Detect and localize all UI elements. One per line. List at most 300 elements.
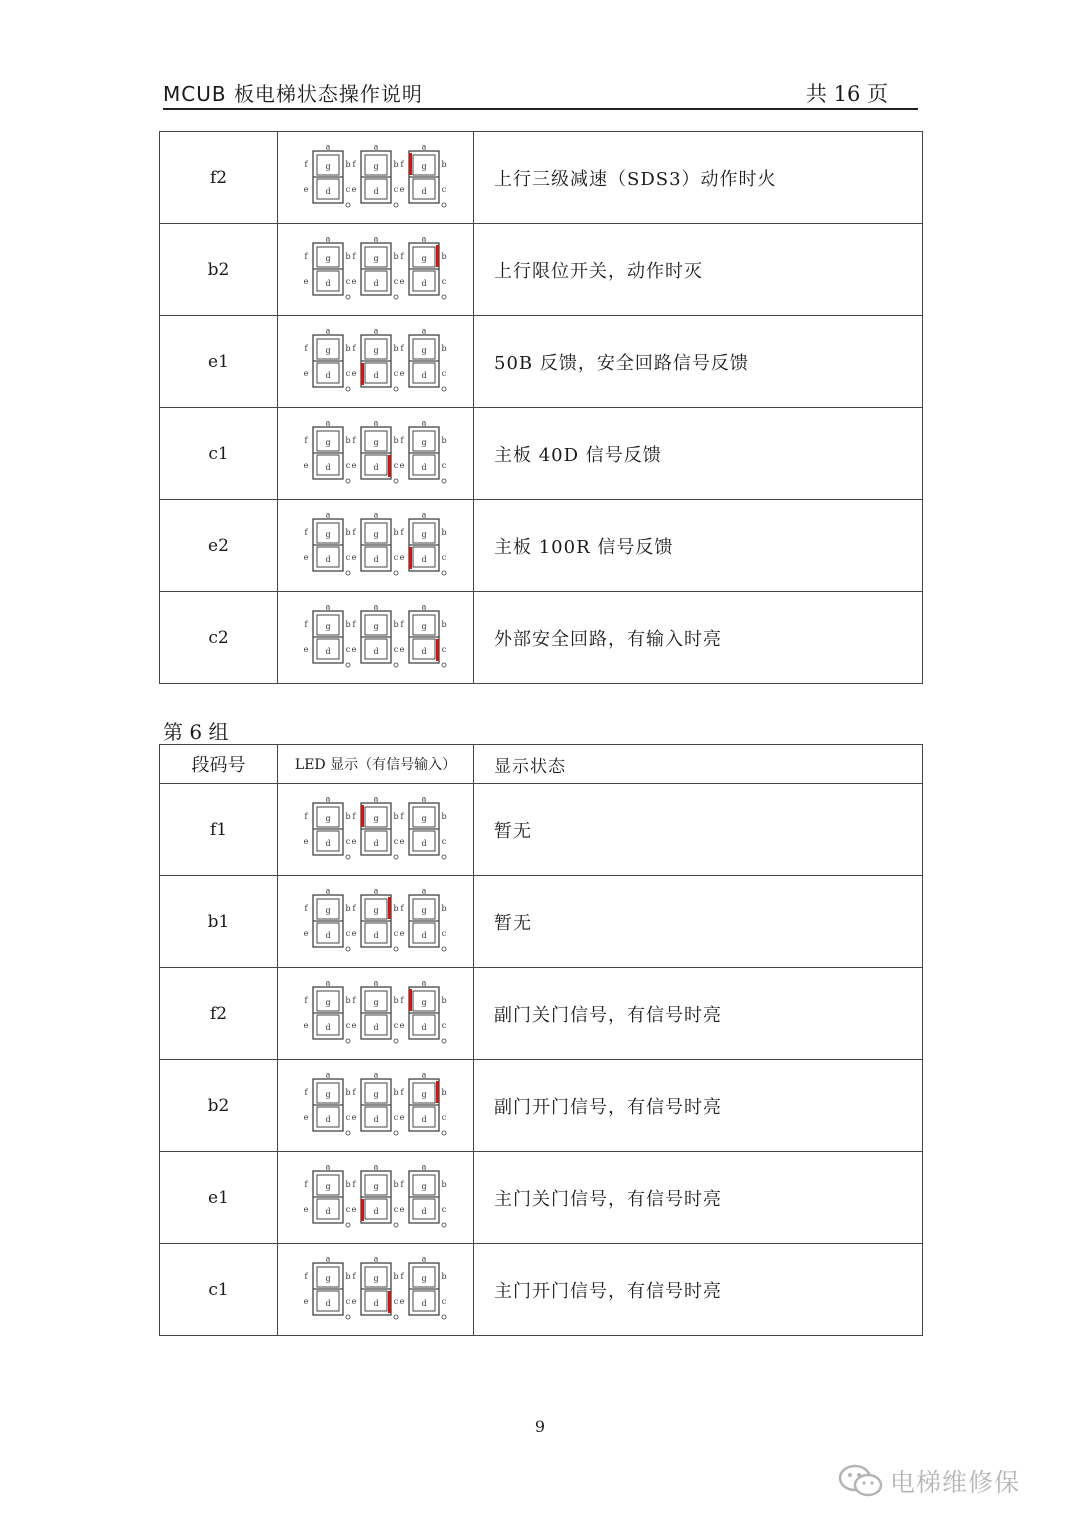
segment-label-a: a	[373, 1164, 378, 1171]
segment-code: c1	[160, 408, 278, 500]
segment-label-e: e	[303, 836, 308, 846]
segment-label-e: e	[351, 1296, 356, 1306]
table-row	[160, 876, 923, 968]
segment-label-b: b	[392, 435, 399, 445]
segment-label-d: d	[420, 1114, 427, 1124]
segment-label-b: b	[440, 343, 447, 353]
led-digit-1	[303, 889, 350, 951]
segment-label-f: f	[400, 527, 403, 537]
segment-label-f: f	[352, 619, 355, 629]
segment-label-d: d	[324, 370, 331, 380]
decimal-point	[442, 295, 446, 299]
segment-label-b: b	[440, 811, 447, 821]
segment-label-e: e	[351, 644, 356, 654]
led-digit-1	[303, 329, 350, 391]
state-description: 副门开门信号，有信号时亮	[474, 1060, 923, 1152]
led-display-cell	[278, 224, 474, 316]
decimal-point	[394, 1315, 398, 1319]
segment-label-a: a	[325, 1164, 330, 1171]
segment-label-a: a	[325, 328, 330, 335]
segment-code: b2	[160, 224, 278, 316]
segment-label-c: c	[393, 552, 398, 562]
decimal-point	[346, 387, 350, 391]
segment-label-f: f	[400, 1087, 403, 1097]
state-description: 上行限位开关，动作时灭	[474, 224, 923, 316]
led-digit-2	[351, 1257, 398, 1319]
led-display-cell	[278, 592, 474, 684]
watermark	[838, 1460, 1053, 1500]
decimal-point	[346, 479, 350, 483]
led-digit-3	[399, 329, 446, 391]
table-row	[160, 1244, 923, 1336]
segment-label-a: a	[373, 512, 378, 519]
segment-label-g: g	[420, 1181, 427, 1191]
decimal-point	[346, 947, 350, 951]
segment-label-f: f	[304, 619, 307, 629]
segment-label-e: e	[399, 460, 404, 470]
segment-label-d: d	[420, 186, 427, 196]
segment-label-g: g	[324, 161, 331, 171]
table-row	[160, 968, 923, 1060]
segment-label-d: d	[324, 186, 331, 196]
segment-label-c: c	[441, 552, 446, 562]
led-digit-1	[303, 1073, 350, 1135]
segment-label-f: f	[304, 435, 307, 445]
led-digit-2	[351, 605, 398, 667]
segment-label-d: d	[420, 554, 427, 564]
page-header	[163, 78, 918, 110]
segment-label-e: e	[303, 644, 308, 654]
table-header-row	[160, 745, 923, 784]
segment-label-c: c	[393, 460, 398, 470]
segment-label-d: d	[372, 1298, 379, 1308]
segment-label-d: d	[372, 1206, 379, 1216]
segment-label-g: g	[324, 813, 331, 823]
segment-label-b: b	[392, 619, 399, 629]
led-digit-1	[303, 605, 350, 667]
decimal-point	[394, 387, 398, 391]
segment-label-a: a	[421, 1256, 426, 1263]
segment-label-c: c	[345, 368, 350, 378]
decimal-point	[442, 1315, 446, 1319]
segment-label-f: f	[304, 251, 307, 261]
segment-label-e: e	[399, 552, 404, 562]
led-digit-2	[351, 237, 398, 299]
decimal-point	[442, 479, 446, 483]
led-display-cell	[278, 316, 474, 408]
decimal-point	[394, 663, 398, 667]
segment-label-c: c	[345, 928, 350, 938]
led-digit-1	[303, 145, 350, 207]
decimal-point	[346, 203, 350, 207]
segment-label-c: c	[441, 928, 446, 938]
active-segment-c	[388, 1291, 391, 1313]
group-6-label: 第 6 组	[163, 720, 229, 744]
segment-label-e: e	[399, 1204, 404, 1214]
segment-label-d: d	[372, 1114, 379, 1124]
segment-label-e: e	[399, 928, 404, 938]
segment-label-c: c	[393, 1204, 398, 1214]
led-digit-3	[399, 981, 446, 1043]
led-digit-3	[399, 237, 446, 299]
segment-label-a: a	[325, 1072, 330, 1079]
segment-label-d: d	[372, 930, 379, 940]
segment-label-a: a	[421, 980, 426, 987]
table-row	[160, 592, 923, 684]
led-digit-1	[303, 797, 350, 859]
segment-label-b: b	[440, 251, 447, 261]
led-display-cell	[278, 500, 474, 592]
segment-label-g: g	[324, 1273, 331, 1283]
led-digit-2	[351, 145, 398, 207]
segment-label-g: g	[372, 1273, 379, 1283]
segment-label-e: e	[351, 552, 356, 562]
led-digit-1	[303, 513, 350, 575]
segment-label-b: b	[392, 159, 399, 169]
segment-label-b: b	[440, 619, 447, 629]
segment-label-g: g	[420, 1089, 427, 1099]
seven-segment-display	[296, 421, 456, 487]
segment-label-f: f	[400, 619, 403, 629]
segment-label-a: a	[373, 888, 378, 895]
segment-label-e: e	[399, 1112, 404, 1122]
segment-label-g: g	[372, 253, 379, 263]
segment-label-g: g	[324, 345, 331, 355]
seven-segment-display	[296, 145, 456, 211]
segment-label-a: a	[325, 236, 330, 243]
led-digit-2	[351, 329, 398, 391]
segment-label-d: d	[420, 838, 427, 848]
decimal-point	[394, 479, 398, 483]
segment-label-b: b	[392, 995, 399, 1005]
segment-label-g: g	[324, 529, 331, 539]
segment-label-c: c	[345, 836, 350, 846]
segment-table-group-6	[159, 744, 923, 1336]
segment-label-f: f	[352, 435, 355, 445]
active-segment-f	[361, 805, 364, 827]
segment-code: e1	[160, 316, 278, 408]
segment-label-g: g	[420, 161, 427, 171]
table-row	[160, 408, 923, 500]
led-digit-3	[399, 797, 446, 859]
segment-label-e: e	[351, 460, 356, 470]
segment-label-g: g	[372, 437, 379, 447]
segment-label-b: b	[344, 159, 351, 169]
segment-label-d: d	[420, 1298, 427, 1308]
table-row	[160, 1060, 923, 1152]
segment-label-g: g	[420, 813, 427, 823]
segment-code: f2	[160, 132, 278, 224]
segment-label-c: c	[441, 276, 446, 286]
segment-label-g: g	[372, 529, 379, 539]
segment-label-f: f	[400, 343, 403, 353]
segment-label-f: f	[352, 343, 355, 353]
segment-label-e: e	[399, 368, 404, 378]
segment-label-b: b	[440, 1179, 447, 1189]
segment-label-f: f	[304, 343, 307, 353]
segment-label-e: e	[399, 184, 404, 194]
state-description: 主门关门信号，有信号时亮	[474, 1152, 923, 1244]
segment-label-d: d	[420, 930, 427, 940]
decimal-point	[442, 855, 446, 859]
active-segment-f	[409, 989, 412, 1011]
decimal-point	[394, 1039, 398, 1043]
seven-segment-display	[296, 797, 456, 863]
led-digit-3	[399, 605, 446, 667]
segment-label-b: b	[392, 903, 399, 913]
segment-label-e: e	[303, 1020, 308, 1030]
segment-label-f: f	[400, 1271, 403, 1281]
segment-code: b2	[160, 1060, 278, 1152]
seven-segment-display	[296, 889, 456, 955]
segment-label-e: e	[303, 1112, 308, 1122]
segment-label-g: g	[324, 253, 331, 263]
led-digit-3	[399, 421, 446, 483]
segment-label-f: f	[352, 1087, 355, 1097]
segment-label-e: e	[303, 1204, 308, 1214]
segment-label-a: a	[373, 328, 378, 335]
segment-label-a: a	[421, 1164, 426, 1171]
segment-label-c: c	[345, 1112, 350, 1122]
segment-label-c: c	[441, 1112, 446, 1122]
segment-label-a: a	[325, 512, 330, 519]
segment-label-b: b	[440, 903, 447, 913]
segment-label-c: c	[441, 1020, 446, 1030]
segment-label-e: e	[351, 368, 356, 378]
decimal-point	[346, 295, 350, 299]
segment-label-g: g	[420, 253, 427, 263]
active-segment-e	[361, 363, 364, 385]
segment-label-e: e	[399, 276, 404, 286]
segment-label-c: c	[393, 276, 398, 286]
segment-label-e: e	[399, 1020, 404, 1030]
state-description: 主门开门信号，有信号时亮	[474, 1244, 923, 1336]
table-row	[160, 316, 923, 408]
led-display-cell	[278, 876, 474, 968]
decimal-point	[394, 295, 398, 299]
segment-label-c: c	[345, 1020, 350, 1030]
header-code: 段码号	[160, 745, 278, 784]
segment-label-d: d	[372, 278, 379, 288]
segment-label-d: d	[324, 930, 331, 940]
segment-label-f: f	[304, 811, 307, 821]
segment-label-d: d	[324, 278, 331, 288]
segment-label-g: g	[324, 905, 331, 915]
segment-label-c: c	[345, 184, 350, 194]
segment-label-a: a	[421, 328, 426, 335]
segment-label-c: c	[393, 928, 398, 938]
segment-label-d: d	[372, 186, 379, 196]
segment-label-b: b	[344, 1179, 351, 1189]
led-display-cell	[278, 968, 474, 1060]
segment-label-c: c	[441, 1296, 446, 1306]
segment-label-f: f	[304, 1271, 307, 1281]
decimal-point	[394, 947, 398, 951]
segment-label-a: a	[373, 144, 378, 151]
segment-label-d: d	[372, 554, 379, 564]
segment-label-c: c	[393, 1296, 398, 1306]
segment-label-b: b	[392, 251, 399, 261]
state-description: 副门关门信号，有信号时亮	[474, 968, 923, 1060]
segment-label-a: a	[421, 1072, 426, 1079]
segment-label-g: g	[324, 437, 331, 447]
segment-label-f: f	[304, 527, 307, 537]
decimal-point	[346, 1131, 350, 1135]
segment-label-g: g	[420, 529, 427, 539]
segment-table-continued	[159, 131, 923, 684]
decimal-point	[394, 203, 398, 207]
segment-label-e: e	[303, 368, 308, 378]
segment-label-b: b	[392, 1179, 399, 1189]
decimal-point	[442, 1131, 446, 1135]
segment-label-b: b	[344, 1271, 351, 1281]
segment-label-b: b	[440, 159, 447, 169]
decimal-point	[442, 387, 446, 391]
decimal-point	[394, 855, 398, 859]
segment-label-d: d	[324, 1022, 331, 1032]
segment-label-f: f	[400, 159, 403, 169]
document-title: MCUB 板电梯状态操作说明	[163, 82, 423, 106]
segment-label-e: e	[399, 836, 404, 846]
decimal-point	[346, 1315, 350, 1319]
state-description: 上行三级减速（SDS3）动作时火	[474, 132, 923, 224]
segment-label-f: f	[352, 159, 355, 169]
segment-label-f: f	[400, 811, 403, 821]
segment-label-a: a	[373, 796, 378, 803]
decimal-point	[442, 1039, 446, 1043]
segment-label-d: d	[420, 370, 427, 380]
segment-label-g: g	[372, 813, 379, 823]
segment-label-e: e	[351, 928, 356, 938]
segment-label-g: g	[420, 905, 427, 915]
active-segment-b	[436, 245, 439, 267]
decimal-point	[346, 571, 350, 575]
segment-label-b: b	[344, 995, 351, 1005]
segment-code: f2	[160, 968, 278, 1060]
led-digit-3	[399, 145, 446, 207]
led-digit-2	[351, 1165, 398, 1227]
decimal-point	[442, 947, 446, 951]
segment-label-b: b	[440, 995, 447, 1005]
decimal-point	[394, 571, 398, 575]
segment-label-b: b	[344, 435, 351, 445]
page-number: 9	[534, 1417, 546, 1436]
led-digit-1	[303, 421, 350, 483]
decimal-point	[442, 663, 446, 667]
segment-label-g: g	[324, 1089, 331, 1099]
segment-label-d: d	[324, 838, 331, 848]
segment-label-f: f	[352, 527, 355, 537]
segment-label-g: g	[372, 997, 379, 1007]
segment-label-b: b	[392, 343, 399, 353]
segment-label-e: e	[351, 1204, 356, 1214]
segment-label-e: e	[351, 276, 356, 286]
seven-segment-display	[296, 981, 456, 1047]
segment-code: c1	[160, 1244, 278, 1336]
decimal-point	[394, 1131, 398, 1135]
led-digit-2	[351, 1073, 398, 1135]
header-state: 显示状态	[474, 745, 923, 784]
segment-label-f: f	[304, 903, 307, 913]
segment-label-g: g	[324, 997, 331, 1007]
segment-label-c: c	[393, 368, 398, 378]
state-description: 外部安全回路，有输入时亮	[474, 592, 923, 684]
segment-label-f: f	[352, 903, 355, 913]
segment-label-g: g	[420, 345, 427, 355]
segment-label-d: d	[372, 370, 379, 380]
watermark-text: 电梯维修保	[890, 1468, 1021, 1497]
segment-label-d: d	[372, 1022, 379, 1032]
segment-label-c: c	[441, 836, 446, 846]
led-digit-1	[303, 1165, 350, 1227]
led-digit-2	[351, 421, 398, 483]
segment-code: b1	[160, 876, 278, 968]
segment-label-b: b	[392, 811, 399, 821]
active-segment-c	[388, 455, 391, 477]
segment-label-b: b	[440, 435, 447, 445]
segment-label-c: c	[441, 184, 446, 194]
segment-label-f: f	[304, 1087, 307, 1097]
segment-label-g: g	[372, 1089, 379, 1099]
segment-label-f: f	[400, 903, 403, 913]
segment-label-c: c	[441, 1204, 446, 1214]
seven-segment-display	[296, 329, 456, 395]
segment-label-d: d	[420, 462, 427, 472]
segment-label-b: b	[344, 619, 351, 629]
segment-label-b: b	[440, 527, 447, 537]
segment-label-f: f	[352, 1179, 355, 1189]
segment-label-f: f	[304, 159, 307, 169]
led-digit-2	[351, 797, 398, 859]
segment-label-a: a	[373, 604, 378, 611]
led-display-cell	[278, 784, 474, 876]
segment-label-g: g	[372, 161, 379, 171]
segment-label-d: d	[324, 1206, 331, 1216]
segment-label-c: c	[345, 276, 350, 286]
segment-label-e: e	[351, 1020, 356, 1030]
segment-label-f: f	[352, 995, 355, 1005]
segment-label-e: e	[303, 184, 308, 194]
segment-label-g: g	[420, 1273, 427, 1283]
led-digit-3	[399, 1073, 446, 1135]
segment-label-f: f	[400, 251, 403, 261]
segment-label-f: f	[400, 995, 403, 1005]
page-count: 共 16 页	[805, 82, 888, 106]
segment-label-b: b	[392, 1271, 399, 1281]
segment-label-e: e	[399, 644, 404, 654]
state-description: 主板 40D 信号反馈	[474, 408, 923, 500]
decimal-point	[346, 663, 350, 667]
segment-label-a: a	[421, 144, 426, 151]
segment-label-b: b	[344, 903, 351, 913]
segment-label-g: g	[420, 997, 427, 1007]
seven-segment-display	[296, 513, 456, 579]
led-digit-1	[303, 1257, 350, 1319]
segment-label-f: f	[352, 251, 355, 261]
led-display-cell	[278, 408, 474, 500]
decimal-point	[442, 203, 446, 207]
state-description: 暂无	[474, 876, 923, 968]
decimal-point	[346, 1039, 350, 1043]
segment-label-a: a	[325, 980, 330, 987]
segment-label-g: g	[420, 621, 427, 631]
segment-label-b: b	[440, 1087, 447, 1097]
led-digit-2	[351, 981, 398, 1043]
led-digit-3	[399, 1257, 446, 1319]
segment-label-b: b	[344, 527, 351, 537]
segment-label-a: a	[325, 888, 330, 895]
segment-label-a: a	[421, 420, 426, 427]
